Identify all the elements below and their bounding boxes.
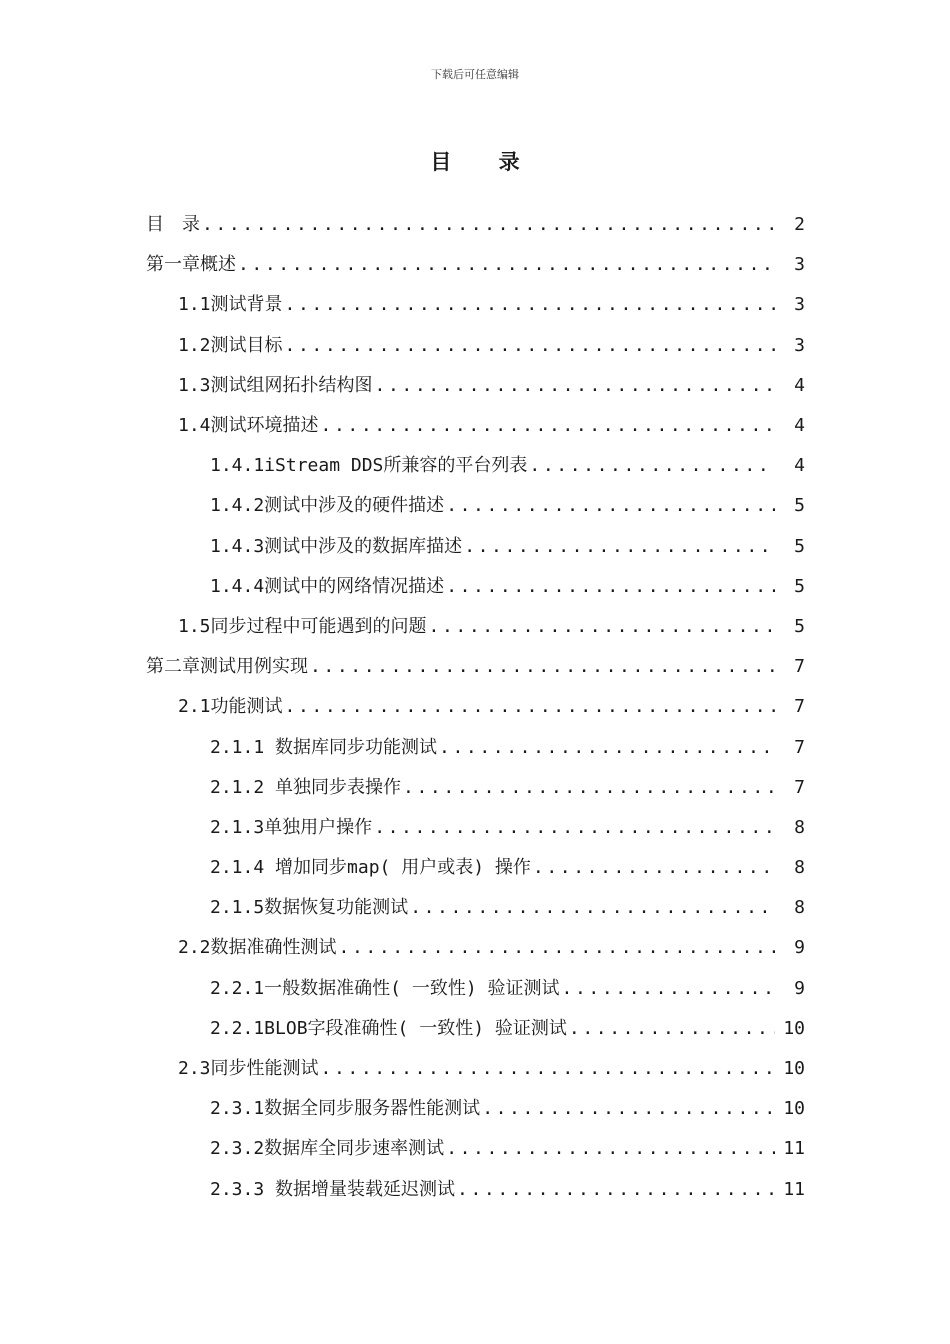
- dot-leader: [533, 856, 775, 880]
- toc-entry[interactable]: [0, 446, 950, 486]
- toc-entry[interactable]: [0, 808, 950, 848]
- toc-entry-label: 2.3.3 数据增量装载延迟测试: [210, 1178, 456, 1200]
- toc-entry-page-number: 7: [794, 696, 805, 718]
- toc-entry-label: 1.5同步过程中可能遇到的问题: [178, 615, 427, 637]
- toc-entry[interactable]: [0, 1049, 950, 1089]
- dot-leader: [202, 213, 775, 237]
- page-title: 目 录: [430, 150, 540, 174]
- toc-entry-label: 2.1功能测试: [178, 696, 283, 718]
- toc-entry-page-number: 3: [794, 254, 805, 276]
- dot-leader: [446, 494, 775, 518]
- toc-entry-page-number: 5: [794, 575, 805, 597]
- toc-entry-label: 1.1测试背景: [178, 294, 283, 316]
- toc-entry[interactable]: [0, 888, 950, 928]
- toc-entry-label: 2.3.1数据全同步服务器性能测试: [210, 1098, 481, 1120]
- dot-leader: [410, 896, 775, 920]
- dot-leader: [321, 414, 775, 438]
- toc-entry-page-number: 4: [794, 374, 805, 396]
- toc-entry[interactable]: [0, 205, 950, 245]
- dot-leader: [339, 936, 775, 960]
- toc-entry-page-number: 10: [783, 1058, 805, 1080]
- dot-leader: [562, 977, 775, 1001]
- dot-leader: [285, 695, 775, 719]
- toc-entry-label: 2.3.2数据库全同步速率测试: [210, 1138, 445, 1160]
- toc-entry-label: 1.4.1iStream DDS所兼容的平台列表: [210, 455, 528, 477]
- toc-entry-label: 1.4.3测试中涉及的数据库描述: [210, 535, 463, 557]
- toc-entry[interactable]: [0, 326, 950, 366]
- dot-leader: [529, 454, 775, 478]
- toc-entry-label: 1.3测试组网拓扑结构图: [178, 374, 373, 396]
- toc-entry-label: 2.1.1 数据库同步功能测试: [210, 736, 438, 758]
- toc-entry[interactable]: [0, 848, 950, 888]
- toc-entry-label: 第二章测试用例实现: [146, 656, 308, 678]
- toc-entry-page-number: 11: [783, 1138, 805, 1160]
- toc-entry[interactable]: [0, 1089, 950, 1129]
- dot-leader: [569, 1017, 775, 1041]
- dot-leader: [321, 1057, 775, 1081]
- toc-entry-label: 2.3同步性能测试: [178, 1058, 319, 1080]
- toc-entry-page-number: 11: [783, 1178, 805, 1200]
- toc-entry-page-number: 5: [794, 615, 805, 637]
- dot-leader: [375, 374, 775, 398]
- dot-leader: [439, 736, 775, 760]
- toc-entry-label: 2.1.4 增加同步map( 用户或表) 操作: [210, 857, 531, 879]
- toc-entry-page-number: 5: [794, 535, 805, 557]
- header-note: 下载后可任意编辑: [431, 68, 519, 81]
- toc-entry-page-number: 4: [794, 415, 805, 437]
- toc-entry[interactable]: [0, 928, 950, 968]
- toc-entry-page-number: 7: [794, 656, 805, 678]
- toc-entry[interactable]: [0, 727, 950, 767]
- toc-entry-label: 第一章概述: [146, 254, 236, 276]
- toc-entry-page-number: 5: [794, 495, 805, 517]
- toc-entry[interactable]: [0, 245, 950, 285]
- dot-leader: [310, 655, 775, 679]
- toc-entry-page-number: 3: [794, 294, 805, 316]
- dot-leader: [457, 1178, 775, 1202]
- toc-entry[interactable]: [0, 647, 950, 687]
- dot-leader: [403, 776, 775, 800]
- toc-entry[interactable]: [0, 406, 950, 446]
- toc-entry-page-number: 3: [794, 334, 805, 356]
- toc-entry[interactable]: [0, 567, 950, 607]
- toc-entry-label: 2.2.1一般数据准确性( 一致性) 验证测试: [210, 977, 560, 999]
- toc-entry[interactable]: [0, 687, 950, 727]
- toc-entry[interactable]: [0, 1170, 950, 1210]
- toc-entry[interactable]: [0, 607, 950, 647]
- toc-entry-page-number: 7: [794, 736, 805, 758]
- toc-entry[interactable]: [0, 768, 950, 808]
- toc-entry-label: 目 录: [146, 214, 200, 236]
- toc-entry-page-number: 9: [794, 937, 805, 959]
- toc-entry-page-number: 9: [794, 977, 805, 999]
- toc-entry-page-number: 7: [794, 776, 805, 798]
- toc-entry-label: 2.2数据准确性测试: [178, 937, 337, 959]
- toc-entry-page-number: 8: [794, 816, 805, 838]
- toc-entry[interactable]: [0, 486, 950, 526]
- toc-entry-label: 1.4.4测试中的网络情况描述: [210, 575, 445, 597]
- toc-entry-label: 2.1.2 单独同步表操作: [210, 776, 402, 798]
- dot-leader: [285, 293, 775, 317]
- dot-leader: [446, 1137, 775, 1161]
- table-of-contents: [0, 205, 950, 1210]
- toc-entry-label: 1.4.2测试中涉及的硬件描述: [210, 495, 445, 517]
- toc-entry-page-number: 10: [783, 1017, 805, 1039]
- toc-entry[interactable]: [0, 285, 950, 325]
- dot-leader: [482, 1097, 775, 1121]
- toc-entry-page-number: 10: [783, 1098, 805, 1120]
- toc-entry-label: 1.4测试环境描述: [178, 415, 319, 437]
- toc-entry[interactable]: [0, 366, 950, 406]
- toc-entry-page-number: 2: [794, 214, 805, 236]
- toc-entry-label: 1.2测试目标: [178, 334, 283, 356]
- toc-entry-label: 2.1.3单独用户操作: [210, 816, 373, 838]
- dot-leader: [429, 615, 775, 639]
- toc-entry-page-number: 4: [794, 455, 805, 477]
- toc-entry[interactable]: [0, 527, 950, 567]
- dot-leader: [238, 253, 775, 277]
- toc-entry-page-number: 8: [794, 857, 805, 879]
- toc-entry-label: 2.2.1BLOB字段准确性( 一致性) 验证测试: [210, 1017, 567, 1039]
- dot-leader: [374, 816, 775, 840]
- toc-entry[interactable]: [0, 969, 950, 1009]
- toc-entry-label: 2.1.5数据恢复功能测试: [210, 897, 409, 919]
- toc-entry[interactable]: [0, 1129, 950, 1169]
- toc-entry-page-number: 8: [794, 897, 805, 919]
- dot-leader: [285, 334, 775, 358]
- dot-leader: [446, 575, 775, 599]
- dot-leader: [464, 535, 775, 559]
- toc-entry[interactable]: [0, 1009, 950, 1049]
